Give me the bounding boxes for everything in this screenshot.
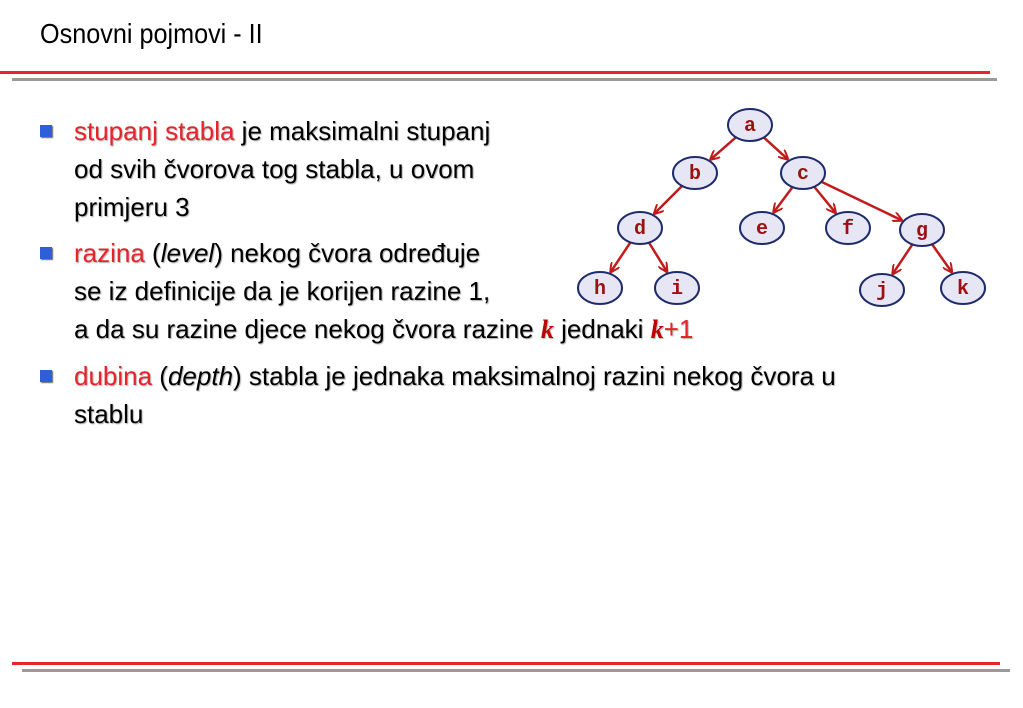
tree-node-i	[655, 272, 699, 304]
tree-node-label: j	[875, 280, 889, 303]
term-depth: dubina	[74, 361, 153, 391]
term-degree: stupanj stabla	[74, 116, 235, 146]
tree-node-label: e	[755, 218, 769, 241]
tree-edge-d-h	[611, 242, 631, 272]
tree-node-label: f	[841, 218, 855, 241]
tree-node-h	[578, 272, 622, 304]
tree-edge-g-k	[932, 244, 952, 272]
bullet-square-icon	[40, 370, 52, 382]
title-rule-gray	[12, 78, 997, 81]
tree-node-k	[941, 272, 985, 304]
term-level: razina	[74, 238, 145, 268]
tree-diagram	[570, 100, 1000, 325]
tree-node-j	[860, 274, 904, 306]
footer-rule-gray	[22, 669, 1010, 672]
tree-edge-c-f	[814, 187, 835, 213]
bullet-text: ) nekog čvora određuje	[214, 238, 481, 268]
tree-node-label: a	[743, 115, 757, 138]
bullet-square-icon	[40, 247, 52, 259]
term-level-en: level	[160, 238, 215, 268]
bullet-line: stablu	[74, 399, 144, 429]
tree-node-b	[673, 157, 717, 189]
tree-edge-a-c	[764, 137, 788, 159]
tree-node-a	[728, 109, 772, 141]
tree-node-d	[618, 212, 662, 244]
variable-k: k	[540, 315, 554, 344]
tree-node-label: k	[956, 278, 970, 301]
tree-node-label: b	[688, 163, 702, 186]
footer-rule-red	[12, 662, 1000, 665]
tree-edge-c-e	[774, 187, 793, 212]
variable-k: k	[650, 315, 664, 344]
bullet-depth	[36, 357, 996, 433]
paren-open: (	[152, 361, 168, 391]
tree-node-label: d	[633, 218, 647, 241]
tree-node-label: h	[593, 278, 607, 301]
bullet-line: od svih čvorova tog stabla, u ovom	[74, 154, 475, 184]
tree-node-c	[781, 157, 825, 189]
paren-open: (	[144, 238, 161, 268]
tree-edge-b-d	[654, 186, 682, 214]
tree-node-e	[740, 212, 784, 244]
bullet-line: se iz definicije da je korijen razine 1,	[74, 276, 491, 306]
title-rule-red	[0, 71, 990, 74]
term-depth-en: depth	[167, 361, 234, 391]
tree-edge-g-j	[893, 244, 913, 274]
tree-node-label: i	[670, 278, 684, 301]
tree-node-label: g	[915, 220, 929, 243]
bullet-text: ) stabla je jednaka maksimalnoj razini nekog čvora u	[233, 361, 836, 391]
bullet-text: je maksimalni stupanj	[234, 116, 491, 146]
plus-one: +1	[663, 314, 694, 344]
bullet-text: jednaki	[553, 314, 651, 344]
tree-edge-d-i	[649, 243, 667, 272]
tree-node-f	[826, 212, 870, 244]
tree-node-label: c	[796, 163, 810, 186]
page-title: Osnovni pojmovi - II	[40, 18, 263, 49]
bullet-line: primjeru 3	[74, 192, 190, 222]
bullet-line	[74, 357, 996, 395]
tree-edge-a-b	[711, 137, 736, 159]
tree-node-g	[900, 214, 944, 246]
bullet-text: a da su razine djece nekog čvora razine	[74, 314, 541, 344]
bullet-square-icon	[40, 125, 52, 137]
